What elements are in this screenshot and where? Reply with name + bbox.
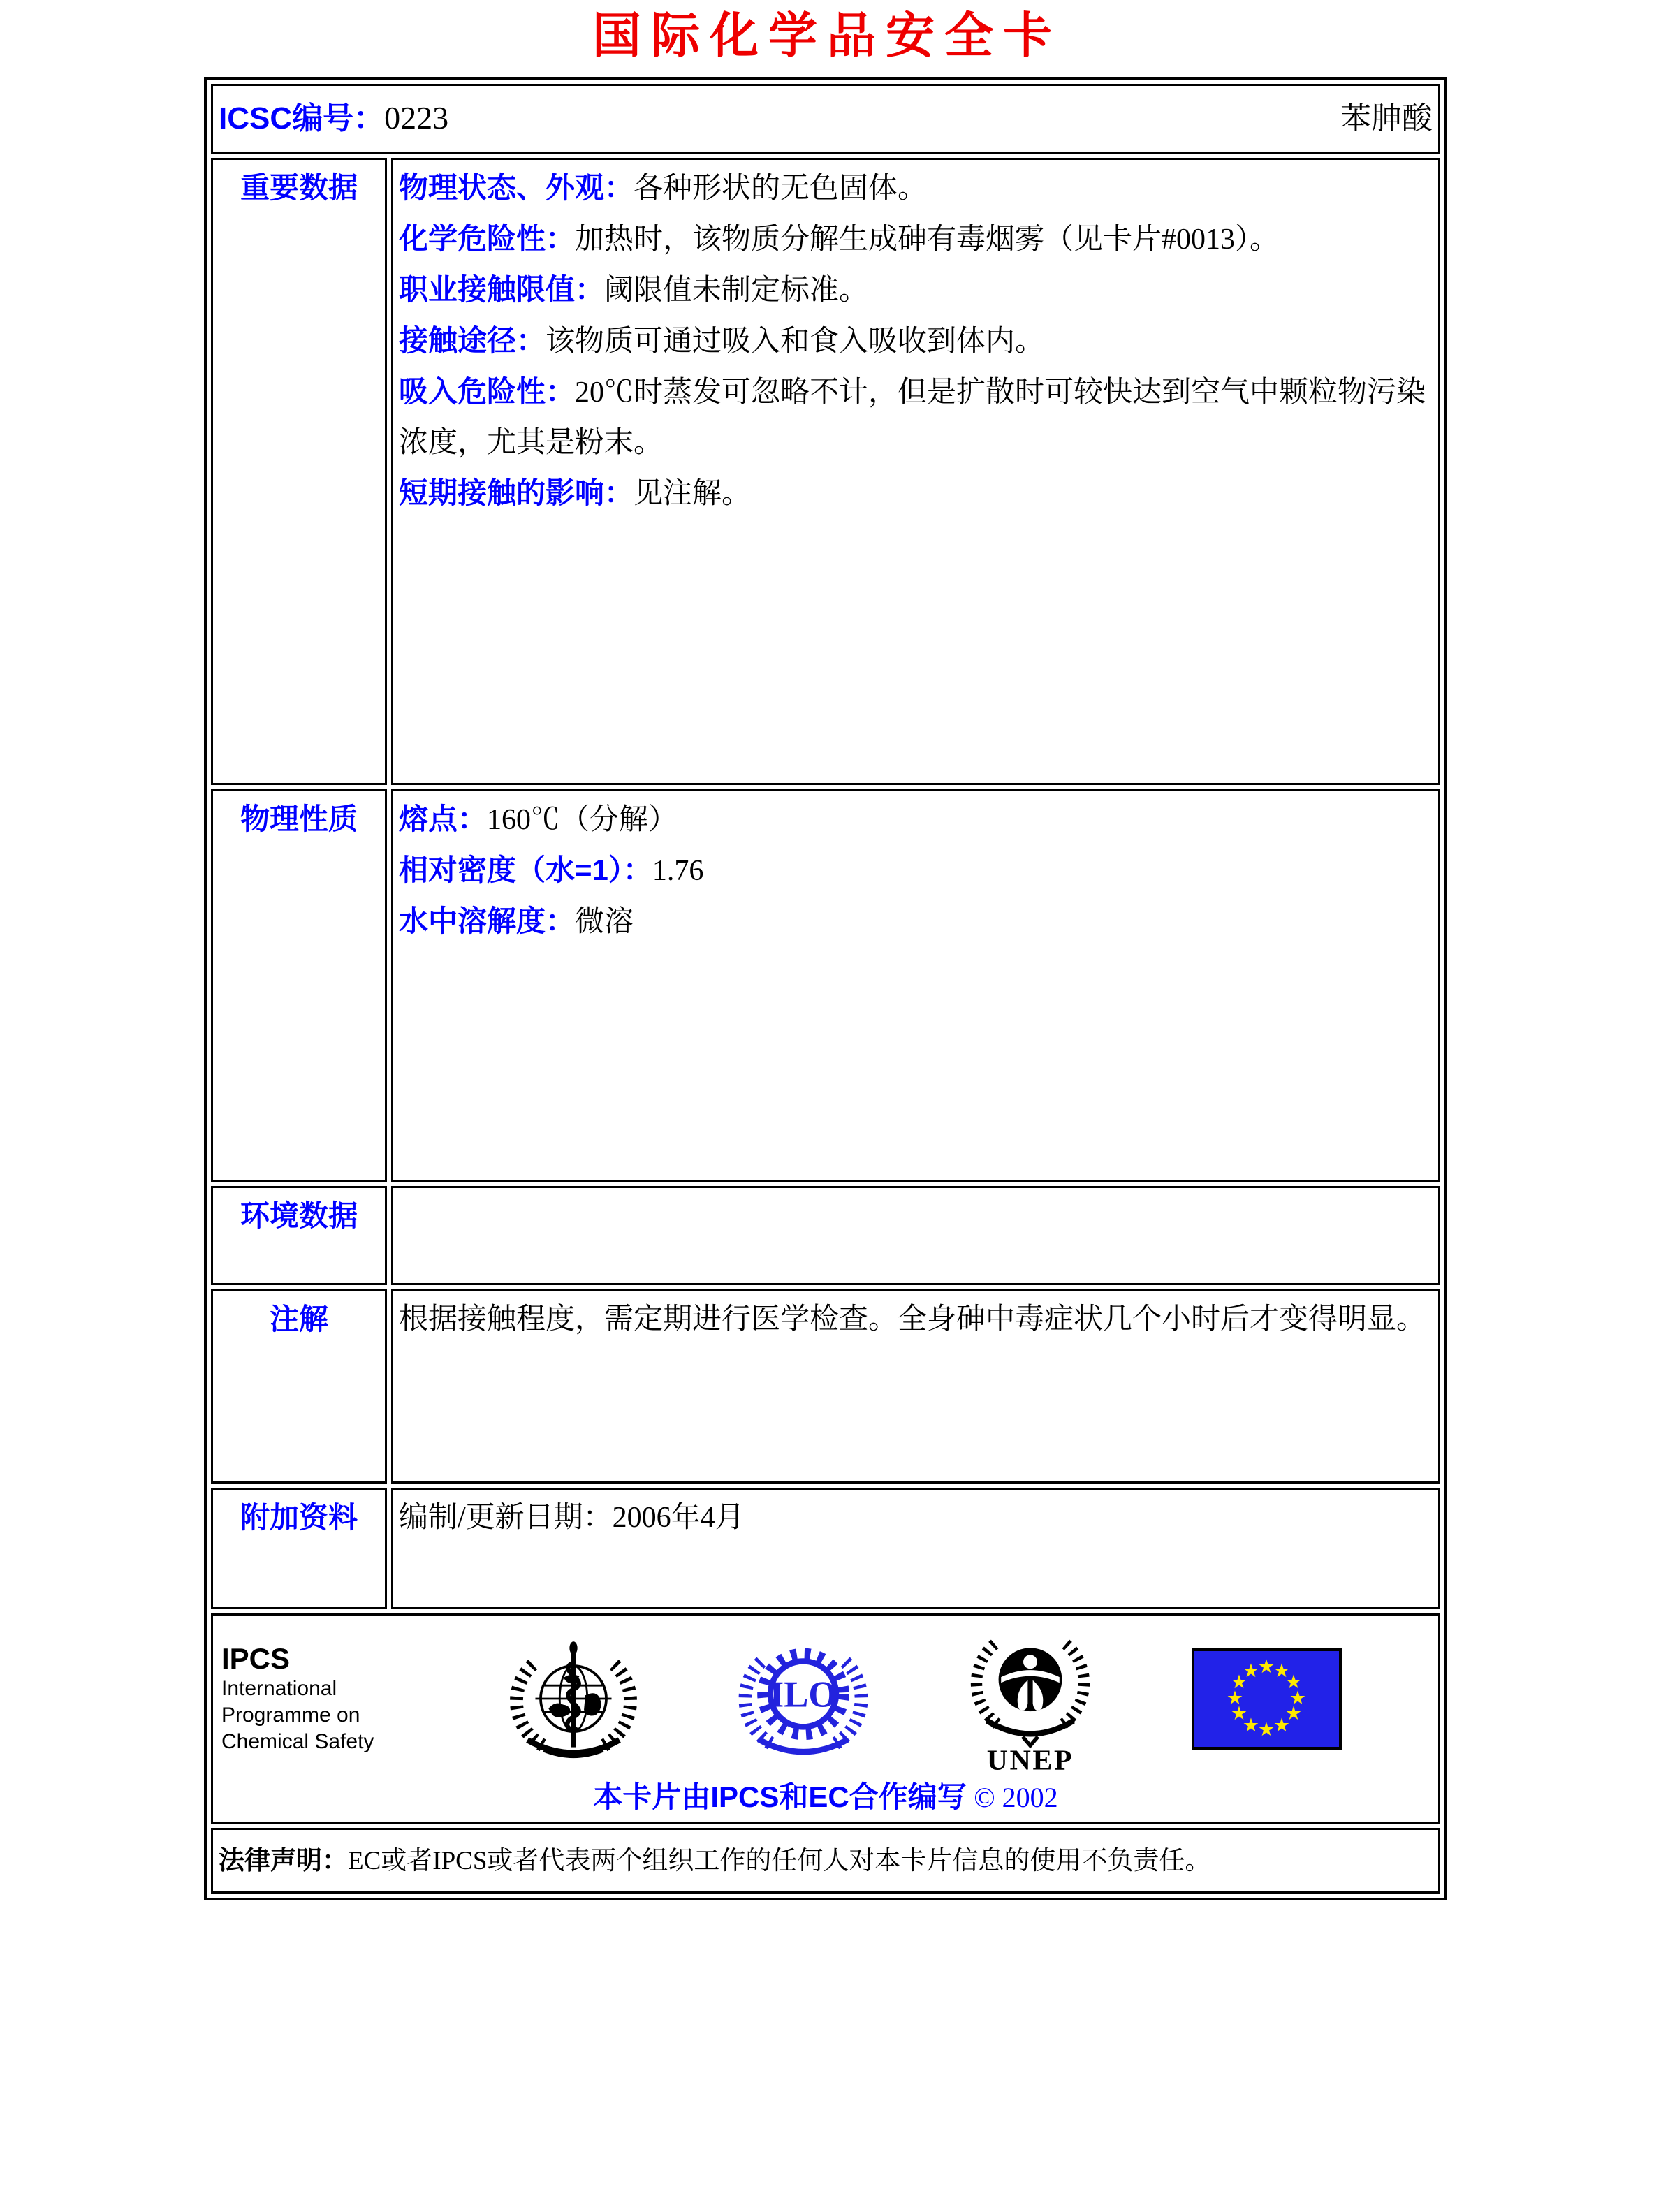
page-title: 国际化学品安全卡 xyxy=(592,8,1062,63)
field-text: 阈限值未制定标准。 xyxy=(604,274,869,307)
header-row xyxy=(211,84,1440,154)
field-label: 化学危险性： xyxy=(399,222,576,255)
field-relative-density xyxy=(399,845,1433,896)
field-exposure-routes xyxy=(399,316,1433,367)
eu-flag-icon xyxy=(1192,1648,1342,1750)
field-label: 水中溶解度： xyxy=(399,904,576,937)
icsc-card-table xyxy=(204,77,1447,1900)
who-logo-icon xyxy=(508,1633,639,1764)
section-label-notes: 注解 xyxy=(211,1289,387,1484)
field-text: 160℃（分解） xyxy=(487,804,678,836)
svg-text:★: ★ xyxy=(1285,1671,1303,1693)
icsc-number-label: ICSC编号： xyxy=(219,101,385,135)
field-label: 物理状态、外观： xyxy=(399,171,634,204)
section-row-physical-properties xyxy=(211,789,1440,1182)
field-chemical-danger xyxy=(399,214,1433,265)
field-inhalation-risk xyxy=(399,367,1433,468)
legal-cell xyxy=(211,1828,1440,1894)
field-text: 20℃时蒸发可忽略不计，但是扩散时可较快达到空气中颗粒物污染浓度，尤其是粉末。 xyxy=(399,376,1426,459)
svg-text:★: ★ xyxy=(1273,1660,1291,1682)
copyright: © 2002 xyxy=(974,1782,1058,1813)
logos-row xyxy=(211,1613,1440,1824)
svg-text:★: ★ xyxy=(1285,1702,1303,1724)
field-label: 相对密度（水=1）： xyxy=(399,854,652,886)
field-label: 接触途径： xyxy=(399,324,546,357)
section-content-physical-properties xyxy=(391,789,1440,1182)
field-notes-text xyxy=(399,1294,1433,1345)
field-text: 2006年4月 xyxy=(612,1502,745,1534)
section-content-notes xyxy=(391,1289,1440,1484)
field-label: 职业接触限值： xyxy=(399,273,605,306)
ilo-logo-icon xyxy=(738,1633,869,1764)
ipcs-line: Chemical Safety xyxy=(221,1730,374,1753)
field-text: 见注解。 xyxy=(634,478,752,510)
section-label-important-data: 重要数据 xyxy=(211,158,387,785)
ipcs-line: Programme on xyxy=(221,1704,360,1727)
header-cell xyxy=(211,84,1440,154)
section-row-environmental-data xyxy=(211,1186,1440,1285)
field-text: 各种形状的无色固体。 xyxy=(634,173,928,205)
field-label: 编制/更新日期： xyxy=(399,1502,613,1534)
svg-text:★: ★ xyxy=(1230,1671,1248,1693)
unep-logo-icon xyxy=(967,1623,1094,1775)
section-label-additional-info: 附加资料 xyxy=(211,1488,387,1609)
field-label: 短期接触的影响： xyxy=(399,476,634,509)
field-text: 加热时，该物质分解生成砷有毒烟雾（见卡片#0013）。 xyxy=(575,224,1280,256)
svg-text:★: ★ xyxy=(1257,1655,1275,1678)
field-water-solubility xyxy=(399,896,1433,947)
svg-text:★: ★ xyxy=(1242,1660,1260,1682)
credit-line xyxy=(219,1776,1433,1819)
field-short-term-effects xyxy=(399,468,1433,519)
section-row-important-data xyxy=(211,158,1440,785)
section-content-additional-info xyxy=(391,1488,1440,1609)
field-text: 微溶 xyxy=(575,906,634,938)
field-melting-point xyxy=(399,794,1433,845)
field-physical-state xyxy=(399,163,1433,214)
field-text: 1.76 xyxy=(652,855,704,887)
ipcs-acronym: IPCS xyxy=(221,1642,291,1675)
ilo-label: ILO xyxy=(769,1674,837,1715)
section-label-environmental-data: 环境数据 xyxy=(211,1186,387,1285)
field-text: 该物质可通过吸入和食入吸收到体内。 xyxy=(546,325,1045,358)
field-occupational-limit xyxy=(399,265,1433,316)
icsc-number-value: 0223 xyxy=(384,100,449,135)
field-label: 吸入危险性： xyxy=(399,375,576,408)
logos-cell xyxy=(211,1613,1440,1824)
section-content-important-data xyxy=(391,158,1440,785)
section-content-environmental-data xyxy=(391,1186,1440,1285)
field-text: 根据接触程度，需定期进行医学检查。全身砷中毒症状几个小时后才变得明显。 xyxy=(399,1303,1426,1335)
svg-text:★: ★ xyxy=(1226,1687,1244,1709)
legal-row xyxy=(211,1828,1440,1894)
field-update-date xyxy=(399,1493,1433,1543)
ipcs-text-block xyxy=(221,1642,410,1755)
svg-text:★: ★ xyxy=(1289,1687,1307,1709)
svg-text:★: ★ xyxy=(1273,1714,1291,1736)
svg-text:★: ★ xyxy=(1230,1702,1248,1724)
svg-text:★: ★ xyxy=(1257,1718,1275,1741)
legal-text: EC或者IPCS或者代表两个组织工作的任何人对本卡片信息的使用不负责任。 xyxy=(348,1847,1211,1875)
legal-label: 法律声明： xyxy=(219,1846,348,1875)
section-row-additional-info xyxy=(211,1488,1440,1609)
credit-text: 本卡片由IPCS和EC合作编写 xyxy=(593,1780,967,1813)
field-label: 熔点： xyxy=(399,803,488,835)
chemical-name: 苯胂酸 xyxy=(1340,101,1433,135)
unep-label: UNEP xyxy=(986,1744,1074,1775)
section-label-physical-properties: 物理性质 xyxy=(211,789,387,1182)
ipcs-line: International xyxy=(221,1677,337,1700)
svg-text:★: ★ xyxy=(1242,1714,1260,1736)
section-row-notes xyxy=(211,1289,1440,1484)
